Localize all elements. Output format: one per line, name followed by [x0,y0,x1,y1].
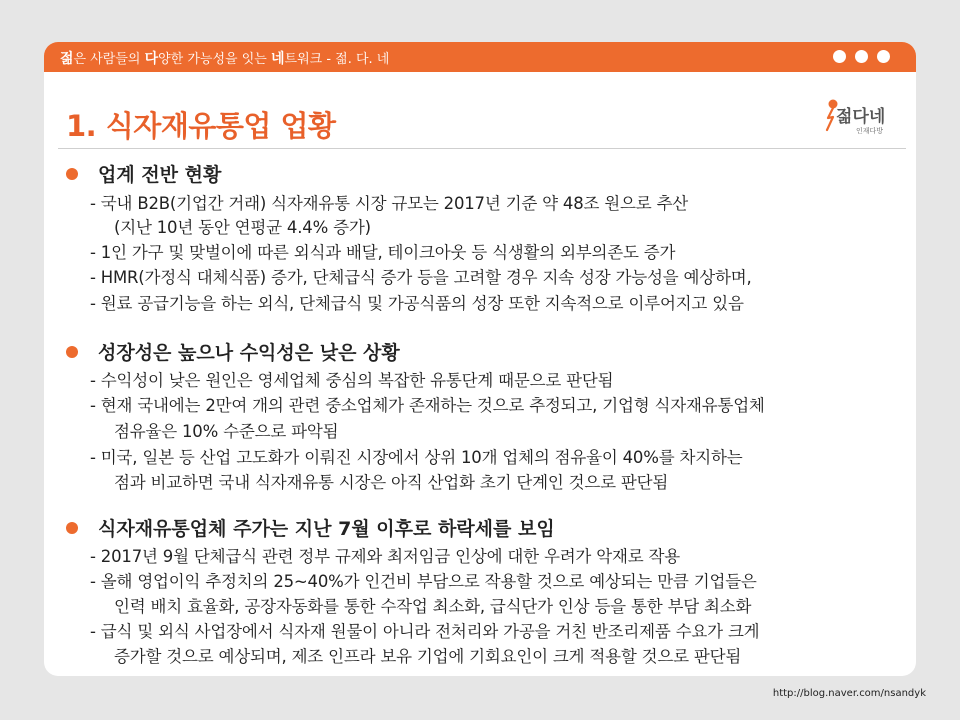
section-line: 점과 비교하면 국내 식자재유통 시장은 아직 산업화 초기 단계인 것으로 판단됨 [114,473,669,492]
tagline-part: 젊 [60,51,74,67]
tagline-part: 네 [271,51,285,67]
section-line: 점유율은 10% 수준으로 파악됨 [114,422,339,441]
section-heading-text: 업계 전반 현황 [98,164,222,186]
logo-text: 젊다네 [836,107,886,127]
tagline-part: 양한 가능성을 잇는 [158,52,271,67]
section-line: - 현재 국내에는 2만여 개의 관련 중소업체가 존재하는 것으로 추정되고, 기업형 식자재유통업체 [90,396,765,415]
section-heading [66,514,555,541]
section-heading-text: 성장성은 높으나 수익성은 낮은 상황 [98,342,400,364]
section-heading [66,338,400,365]
logo-subtext: 인재다방 [856,127,884,135]
section-line: - 국내 B2B(기업간 거래) 식자재유통 시장 규모는 2017년 기준 약 48조 원으로 추산 [90,194,689,213]
bullet-icon [66,168,78,180]
section-line: - 원료 공급기능을 하는 외식, 단체급식 및 가공식품의 성장 또한 지속적으로 이루어지고 있음 [90,294,744,313]
section-line: - 1인 가구 및 맞벌이에 따른 외식과 배달, 테이크아웃 등 식생활의 외부의존도 증가 [90,243,676,262]
bullet-icon [66,522,78,534]
section-heading [66,160,221,187]
section-line: - 수익성이 낮은 원인은 영세업체 중심의 복잡한 유통단계 때문으로 판단됨 [90,371,614,390]
slide-title: 1. 식자재유통업 업황 [66,109,336,143]
tagline-part: 은 사람들의 [73,52,145,67]
section-heading-text: 식자재유통업체 주가는 지난 7월 이후로 하락세를 보임 [98,518,555,540]
tagline-part: 다 [144,51,159,67]
section-line: - HMR(가정식 대체식품) 증가, 단체급식 증가 등을 고려할 경우 지속 성장 가능성을 예상하며, [90,268,752,287]
section-line: (지난 10년 동안 연평균 4.4% 증가) [114,218,371,237]
section-line: - 2017년 9월 단체급식 관련 정부 규제와 최저임금 인상에 대한 우려가 악재로 작용 [90,547,680,566]
slide-content [44,42,916,676]
section-line: 증가할 것으로 예상되며, 제조 인프라 보유 기업에 기회요인이 크게 적용할 것으로 판단됨 [114,647,742,666]
section-line: 인력 배치 효율화, 공장자동화를 통한 수작업 최소화, 급식단가 인상 등을 통한 부담 최소화 [114,597,752,616]
section-line: - 급식 및 외식 사업장에서 식자재 원물이 아니라 전처리와 가공을 거친 반조리제품 수요가 크게 [90,622,760,641]
section-line: - 올해 영업이익 추정치의 25~40%가 인건비 부담으로 작용할 것으로 예상되는 만큼 기업들은 [90,572,757,591]
slide-card [44,42,916,676]
footer-url: http://blog.naver.com/nsandyk [772,688,926,699]
section-line: - 미국, 일본 등 산업 고도화가 이뤄진 시장에서 상위 10개 업체의 점유율이 40%를 차지하는 [90,448,743,467]
bullet-icon [66,346,78,358]
tagline-part: 트워크 - 젊. 다. 네 [284,52,390,67]
